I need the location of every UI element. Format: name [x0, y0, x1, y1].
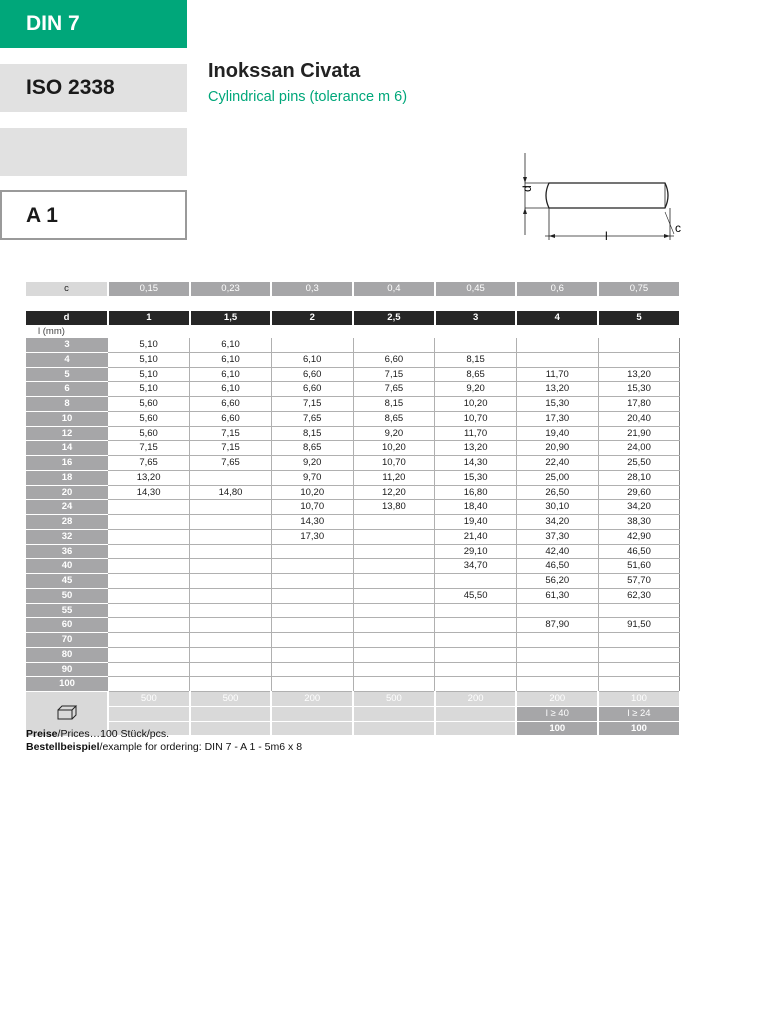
price-cell [190, 544, 272, 559]
length-cell: 14 [26, 441, 108, 456]
price-cell [108, 618, 190, 633]
table-row [26, 500, 680, 515]
price-cell: 19,40 [435, 515, 517, 530]
price-cell [435, 662, 517, 677]
notes [26, 728, 302, 754]
price-cell: 11,70 [516, 367, 598, 382]
price-cell: 13,80 [353, 500, 435, 515]
price-cell [353, 677, 435, 692]
price-cell: 5,60 [108, 426, 190, 441]
price-cell: 10,20 [353, 441, 435, 456]
length-cell: 40 [26, 559, 108, 574]
table-row [26, 382, 680, 397]
price-cell: 10,20 [271, 485, 353, 500]
price-cell: 13,20 [435, 441, 517, 456]
price-cell [435, 647, 517, 662]
packaging-cell [435, 721, 517, 736]
length-cell: 12 [26, 426, 108, 441]
price-cell: 46,50 [516, 559, 598, 574]
table-row [26, 485, 680, 500]
d-header-cell: 5 [598, 311, 680, 325]
price-cell: 5,60 [108, 411, 190, 426]
price-cell: 26,50 [516, 485, 598, 500]
price-cell: 5,10 [108, 352, 190, 367]
price-cell: 42,40 [516, 544, 598, 559]
price-cell [516, 338, 598, 352]
price-cell: 13,20 [108, 470, 190, 485]
price-cell [353, 603, 435, 618]
packaging-cell: 100 [598, 721, 680, 736]
table-row [26, 529, 680, 544]
price-cell [108, 559, 190, 574]
length-cell: 20 [26, 485, 108, 500]
length-cell: 6 [26, 382, 108, 397]
price-cell [435, 603, 517, 618]
price-cell [598, 662, 680, 677]
table-row [26, 367, 680, 382]
c-row [26, 282, 680, 296]
length-cell: 36 [26, 544, 108, 559]
price-cell: 9,20 [435, 382, 517, 397]
price-cell: 8,15 [271, 426, 353, 441]
price-cell [516, 633, 598, 648]
price-cell: 14,30 [435, 456, 517, 471]
price-cell: 5,10 [108, 338, 190, 352]
price-cell [516, 647, 598, 662]
length-cell: 45 [26, 574, 108, 589]
length-cell: 16 [26, 456, 108, 471]
price-cell: 7,65 [190, 456, 272, 471]
packaging-cell: 200 [271, 692, 353, 707]
price-cell: 5,10 [108, 382, 190, 397]
packaging-cell: 500 [190, 692, 272, 707]
length-cell: 90 [26, 662, 108, 677]
c-value: 0,15 [108, 282, 190, 296]
price-cell [190, 529, 272, 544]
price-cell: 13,20 [598, 367, 680, 382]
price-cell: 7,65 [108, 456, 190, 471]
price-cell [271, 603, 353, 618]
length-unit-row [26, 325, 680, 338]
price-cell [108, 677, 190, 692]
price-cell [190, 647, 272, 662]
price-cell [598, 647, 680, 662]
c-value: 0,45 [435, 282, 517, 296]
price-cell: 17,30 [271, 529, 353, 544]
price-cell: 19,40 [516, 426, 598, 441]
price-cell [190, 633, 272, 648]
price-cell [435, 338, 517, 352]
price-cell [108, 574, 190, 589]
price-cell: 5,10 [108, 367, 190, 382]
price-cell: 34,20 [516, 515, 598, 530]
price-cell: 24,00 [598, 441, 680, 456]
packaging-cell [353, 706, 435, 721]
price-cell: 7,15 [190, 441, 272, 456]
price-cell [190, 500, 272, 515]
length-cell: 5 [26, 367, 108, 382]
packaging-cell: 500 [353, 692, 435, 707]
d-header-cell: 4 [516, 311, 598, 325]
price-cell: 62,30 [598, 588, 680, 603]
price-cell [108, 647, 190, 662]
price-cell: 25,00 [516, 470, 598, 485]
length-cell: 3 [26, 338, 108, 352]
price-cell [353, 559, 435, 574]
price-cell: 7,15 [108, 441, 190, 456]
price-cell [271, 588, 353, 603]
price-cell: 15,30 [435, 470, 517, 485]
price-cell: 37,30 [516, 529, 598, 544]
c-value: 0,6 [516, 282, 598, 296]
price-cell [598, 603, 680, 618]
price-cell: 7,15 [353, 367, 435, 382]
price-cell: 8,65 [271, 441, 353, 456]
d-header-row [26, 311, 680, 325]
price-cell: 29,60 [598, 485, 680, 500]
d-header-cell: 1,5 [190, 311, 272, 325]
price-cell [353, 633, 435, 648]
price-cell: 17,30 [516, 411, 598, 426]
price-cell: 11,70 [435, 426, 517, 441]
price-cell: 91,50 [598, 618, 680, 633]
price-cell: 6,60 [190, 411, 272, 426]
price-cell: 25,50 [598, 456, 680, 471]
price-cell [271, 559, 353, 574]
price-cell: 9,20 [271, 456, 353, 471]
d-header-cell: 1 [108, 311, 190, 325]
price-cell [435, 633, 517, 648]
packaging-cell [353, 721, 435, 736]
packaging-row [26, 706, 680, 721]
price-cell: 6,10 [190, 367, 272, 382]
price-cell [598, 338, 680, 352]
d-dimension-label: d [520, 185, 534, 192]
price-cell: 34,70 [435, 559, 517, 574]
price-cell [271, 662, 353, 677]
price-cell: 28,10 [598, 470, 680, 485]
price-cell [190, 470, 272, 485]
price-cell: 22,40 [516, 456, 598, 471]
price-cell: 17,80 [598, 397, 680, 412]
length-cell: 28 [26, 515, 108, 530]
price-cell: 9,20 [353, 426, 435, 441]
price-cell: 51,60 [598, 559, 680, 574]
packaging-cell: l ≥ 40 [516, 706, 598, 721]
price-cell: 21,90 [598, 426, 680, 441]
empty-label-box [0, 128, 187, 176]
price-cell [190, 515, 272, 530]
order-example-note: Bestellbeispiel/example for ordering: DIN 7 - A 1 - 5m6 x 8 [26, 741, 303, 753]
price-cell: 56,20 [516, 574, 598, 589]
table-row [26, 411, 680, 426]
table-row [26, 515, 680, 530]
price-cell [108, 529, 190, 544]
price-table [26, 311, 681, 736]
length-cell: 55 [26, 603, 108, 618]
d-header-cell: 2 [271, 311, 353, 325]
price-cell [516, 352, 598, 367]
page-subtitle: Cylindrical pins (tolerance m 6) [208, 89, 408, 105]
l-dimension-label: l [605, 229, 608, 243]
length-cell: 18 [26, 470, 108, 485]
packaging-cell [271, 706, 353, 721]
packaging-cell: 200 [435, 692, 517, 707]
price-cell: 6,60 [190, 397, 272, 412]
price-cell [108, 500, 190, 515]
price-cell [190, 574, 272, 589]
table-row [26, 338, 680, 352]
c-row-label: c [26, 282, 108, 296]
price-cell: 13,20 [516, 382, 598, 397]
table-row [26, 677, 680, 692]
iso-label: ISO 2338 [0, 64, 187, 112]
price-cell: 7,65 [271, 411, 353, 426]
price-cell: 14,30 [271, 515, 353, 530]
price-cell: 16,80 [435, 485, 517, 500]
pin-drawing [515, 150, 690, 245]
price-cell [516, 603, 598, 618]
price-cell [353, 588, 435, 603]
table-row [26, 441, 680, 456]
length-unit-label: l (mm) [38, 326, 65, 337]
table-row [26, 426, 680, 441]
price-cell: 11,20 [353, 470, 435, 485]
table-row [26, 544, 680, 559]
c-value: 0,3 [271, 282, 353, 296]
price-cell: 20,90 [516, 441, 598, 456]
price-cell: 15,30 [516, 397, 598, 412]
price-cell [190, 603, 272, 618]
price-cell [353, 574, 435, 589]
price-cell: 12,20 [353, 485, 435, 500]
price-cell [598, 352, 680, 367]
material-label: A 1 [0, 190, 187, 240]
price-cell: 42,90 [598, 529, 680, 544]
table-row [26, 633, 680, 648]
price-cell [353, 618, 435, 633]
c-value: 0,4 [353, 282, 435, 296]
table-row [26, 470, 680, 485]
price-cell: 57,70 [598, 574, 680, 589]
price-cell [271, 677, 353, 692]
price-cell: 10,70 [435, 411, 517, 426]
c-dimension-label: c [675, 221, 681, 235]
price-cell [271, 574, 353, 589]
price-cell [435, 618, 517, 633]
din-label: DIN 7 [0, 0, 187, 48]
price-cell [271, 647, 353, 662]
price-cell [353, 515, 435, 530]
table-row [26, 352, 680, 367]
packaging-cell: 100 [598, 692, 680, 707]
price-cell: 8,15 [435, 352, 517, 367]
chamfer-table [26, 282, 681, 296]
price-cell: 18,40 [435, 500, 517, 515]
packaging-cell [190, 706, 272, 721]
price-cell [271, 544, 353, 559]
length-cell: 60 [26, 618, 108, 633]
price-cell [108, 515, 190, 530]
table-row [26, 662, 680, 677]
length-cell: 70 [26, 633, 108, 648]
packaging-cell: 500 [108, 692, 190, 707]
price-cell [108, 544, 190, 559]
table-row [26, 618, 680, 633]
price-cell: 61,30 [516, 588, 598, 603]
price-cell [190, 662, 272, 677]
table-row [26, 588, 680, 603]
price-cell [190, 588, 272, 603]
price-cell [271, 338, 353, 352]
price-cell: 45,50 [435, 588, 517, 603]
page-title: Inokssan Civata [208, 60, 361, 82]
price-cell [108, 662, 190, 677]
price-cell: 10,70 [271, 500, 353, 515]
length-cell: 50 [26, 588, 108, 603]
table-row [26, 603, 680, 618]
c-value: 0,23 [190, 282, 272, 296]
price-cell [435, 677, 517, 692]
price-cell: 7,15 [190, 426, 272, 441]
price-cell: 8,15 [353, 397, 435, 412]
table-row [26, 397, 680, 412]
packaging-cell: 100 [516, 721, 598, 736]
price-cell [190, 677, 272, 692]
price-cell: 15,30 [598, 382, 680, 397]
price-cell: 21,40 [435, 529, 517, 544]
price-cell: 6,10 [190, 352, 272, 367]
length-cell: 10 [26, 411, 108, 426]
packaging-cell [108, 706, 190, 721]
packaging-cell [435, 706, 517, 721]
price-cell: 6,10 [190, 382, 272, 397]
price-cell: 6,60 [271, 367, 353, 382]
price-cell: 38,30 [598, 515, 680, 530]
packaging-cell: 200 [516, 692, 598, 707]
packaging-cell: l ≥ 24 [598, 706, 680, 721]
length-cell: 4 [26, 352, 108, 367]
price-cell: 6,10 [271, 352, 353, 367]
price-cell: 7,65 [353, 382, 435, 397]
length-cell: 32 [26, 529, 108, 544]
price-cell [353, 529, 435, 544]
price-cell: 10,20 [435, 397, 517, 412]
price-cell [108, 588, 190, 603]
length-cell: 8 [26, 397, 108, 412]
length-cell: 100 [26, 677, 108, 692]
price-cell [353, 662, 435, 677]
packaging-row [26, 692, 680, 707]
c-value: 0,75 [598, 282, 680, 296]
price-cell [190, 618, 272, 633]
price-cell: 87,90 [516, 618, 598, 633]
price-cell: 10,70 [353, 456, 435, 471]
length-cell: 24 [26, 500, 108, 515]
price-cell [353, 338, 435, 352]
price-cell [108, 633, 190, 648]
price-cell [353, 544, 435, 559]
price-cell: 34,20 [598, 500, 680, 515]
price-cell [271, 618, 353, 633]
price-cell [108, 603, 190, 618]
price-cell: 5,60 [108, 397, 190, 412]
d-header-cell: 3 [435, 311, 517, 325]
price-cell: 8,65 [353, 411, 435, 426]
price-cell: 8,65 [435, 367, 517, 382]
price-cell: 7,15 [271, 397, 353, 412]
price-cell [353, 647, 435, 662]
price-cell: 6,10 [190, 338, 272, 352]
price-cell [190, 559, 272, 574]
price-cell: 6,60 [353, 352, 435, 367]
price-cell: 46,50 [598, 544, 680, 559]
price-cell [435, 574, 517, 589]
price-cell [598, 677, 680, 692]
price-cell: 14,80 [190, 485, 272, 500]
table-row [26, 456, 680, 471]
price-cell: 14,30 [108, 485, 190, 500]
price-cell: 9,70 [271, 470, 353, 485]
table-row [26, 647, 680, 662]
d-header-cell: 2,5 [353, 311, 435, 325]
price-cell [271, 633, 353, 648]
price-cell: 29,10 [435, 544, 517, 559]
length-cell: 80 [26, 647, 108, 662]
price-cell [516, 662, 598, 677]
price-cell [516, 677, 598, 692]
prices-note: Preise/Prices…100 Stück/pcs. [26, 728, 169, 740]
price-cell: 6,60 [271, 382, 353, 397]
price-cell: 20,40 [598, 411, 680, 426]
price-cell [598, 633, 680, 648]
table-row [26, 574, 680, 589]
price-cell: 30,10 [516, 500, 598, 515]
table-row [26, 559, 680, 574]
d-header-label: d [26, 311, 108, 325]
